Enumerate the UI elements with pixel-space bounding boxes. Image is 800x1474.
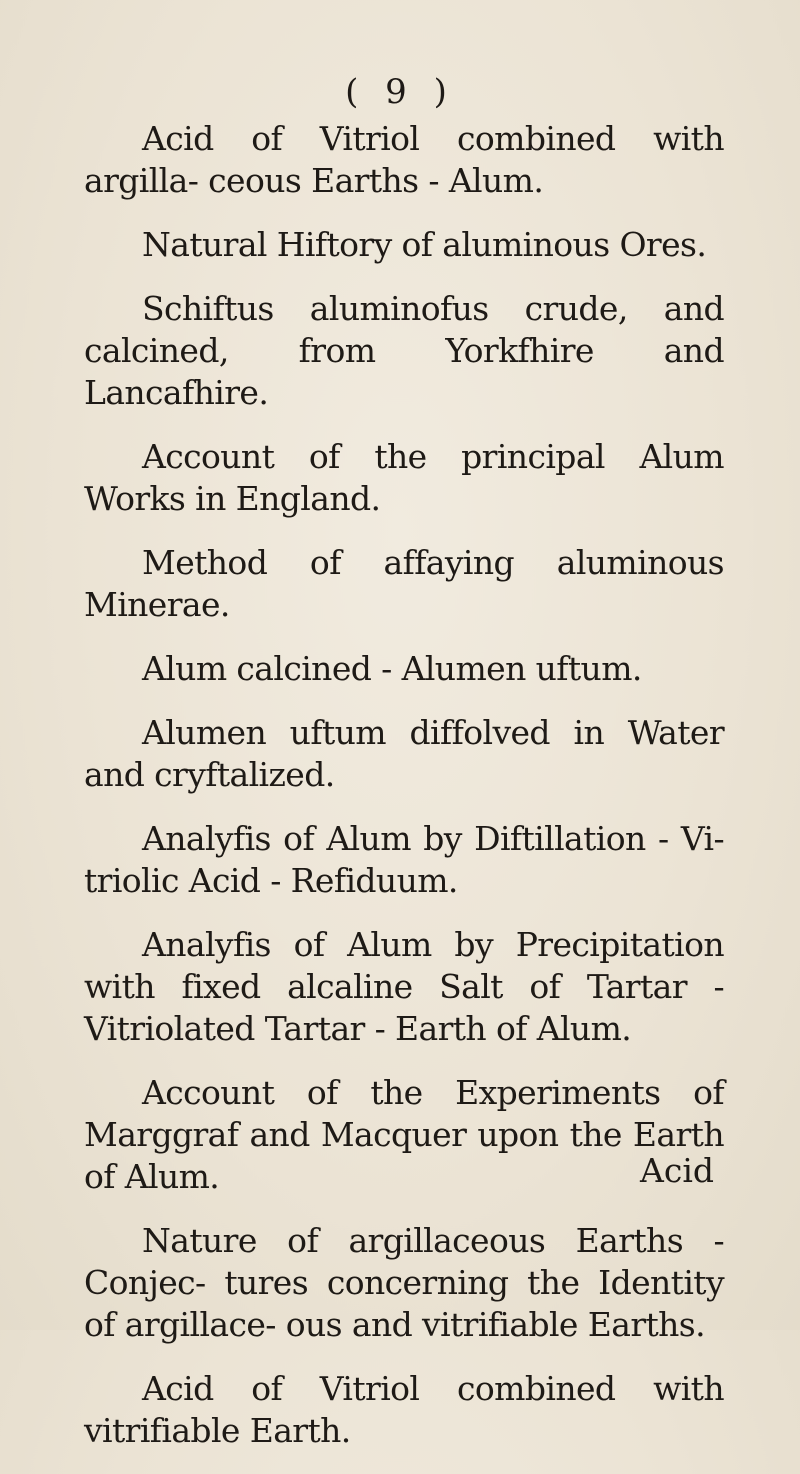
contents-entry: Alumen uftum diffolved in Water and cryftalized. — [84, 713, 724, 794]
catchword: Acid — [640, 1151, 714, 1190]
contents-entry: Schiftus aluminofus crude, and calcined, from Yorkfhire and Lancafhire. — [84, 289, 724, 412]
contents-entry: Method of affaying aluminous Minerae. — [84, 543, 724, 624]
contents-entry: Account of the principal Alum Works in England. — [84, 437, 724, 518]
contents-entry: Analyfis of Alum by Diftillation - Vi- triolic Acid - Refiduum. — [84, 819, 724, 900]
contents-entry: Analyfis of Alum by Precipitation with fixed alcaline Salt of Tartar - Vitriolated Tartar - Earth of Alum. — [84, 925, 724, 1048]
contents-entry: Natural Hiftory of aluminous Ores. — [142, 225, 707, 264]
contents-entry: Acid of Vitriol combined with argilla- ceous Earths - Alum. — [84, 119, 724, 200]
contents-list — [84, 118, 724, 1474]
contents-entry: Acid of Vitriol combined with vitrifiable Earth. — [84, 1369, 724, 1450]
contents-entry: Nature of argillaceous Earths - Conjec- tures concerning the Identity of argillace- ous and vitrifiable Earths. — [84, 1221, 724, 1344]
contents-entry: Alum calcined - Alumen uftum. — [142, 649, 642, 688]
page-number: ( 9 ) — [345, 72, 455, 112]
contents-entry: Account of the Experiments of Marggraf and Macquer upon the Earth of Alum. — [84, 1073, 724, 1196]
